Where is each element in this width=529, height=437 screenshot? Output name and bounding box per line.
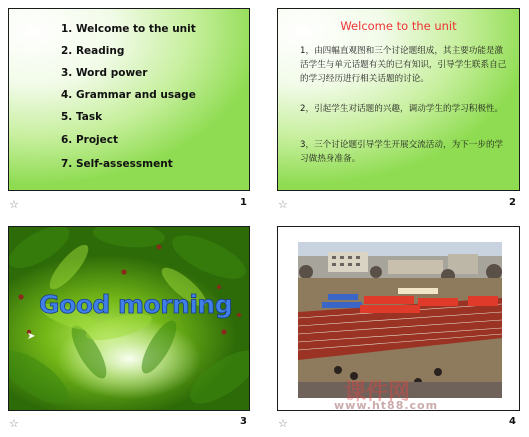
greeting-text: Good morning [39,290,233,319]
watermark-url: www.ht88.com [334,399,439,411]
slide-number: 1 [240,197,247,208]
slide-thumbnail-4[interactable] [277,226,520,411]
slide-thumbnail-2[interactable] [277,8,520,191]
slide-title: Welcome to the unit [340,19,457,33]
list-item: 2. Reading [61,45,125,57]
cursor-icon: ➤ [27,331,36,342]
list-item: 1. Welcome to the unit [61,23,196,35]
slide-number: 2 [509,197,516,208]
watermark [278,227,520,411]
slide-thumbnail-1[interactable] [8,8,250,191]
list-item: 7. Self-assessment [61,158,173,170]
paragraph: 3，三个讨论题引导学生开展交流活动，为下一步的学习做热身准备。 [300,140,504,164]
star-icon[interactable]: ☆ [9,417,19,430]
list-item: 4. Grammar and usage [61,89,196,101]
paragraph: 2，引起学生对话题的兴趣，调动学生的学习积极性。 [300,104,504,114]
list-item: 3. Word power [61,67,148,79]
list-item: 5. Task [61,111,103,123]
star-icon[interactable]: ☆ [278,198,288,211]
slide-number: 3 [240,416,247,427]
slide-number: 4 [509,416,516,427]
watermark-brand: 课件网 [344,380,411,405]
paragraph: 1，由四幅直观图和三个讨论题组成，其主要功能是激活学生与单元话题有关的已有知识，引导学生联系自己的学习经历进行相关话题的讨论。 [300,46,507,84]
list-item: 6. Project [61,134,119,146]
slide-thumbnail-3[interactable] [8,226,250,411]
star-icon[interactable]: ☆ [278,417,288,430]
star-icon[interactable]: ☆ [9,198,19,211]
greeting-wordart [37,279,237,329]
